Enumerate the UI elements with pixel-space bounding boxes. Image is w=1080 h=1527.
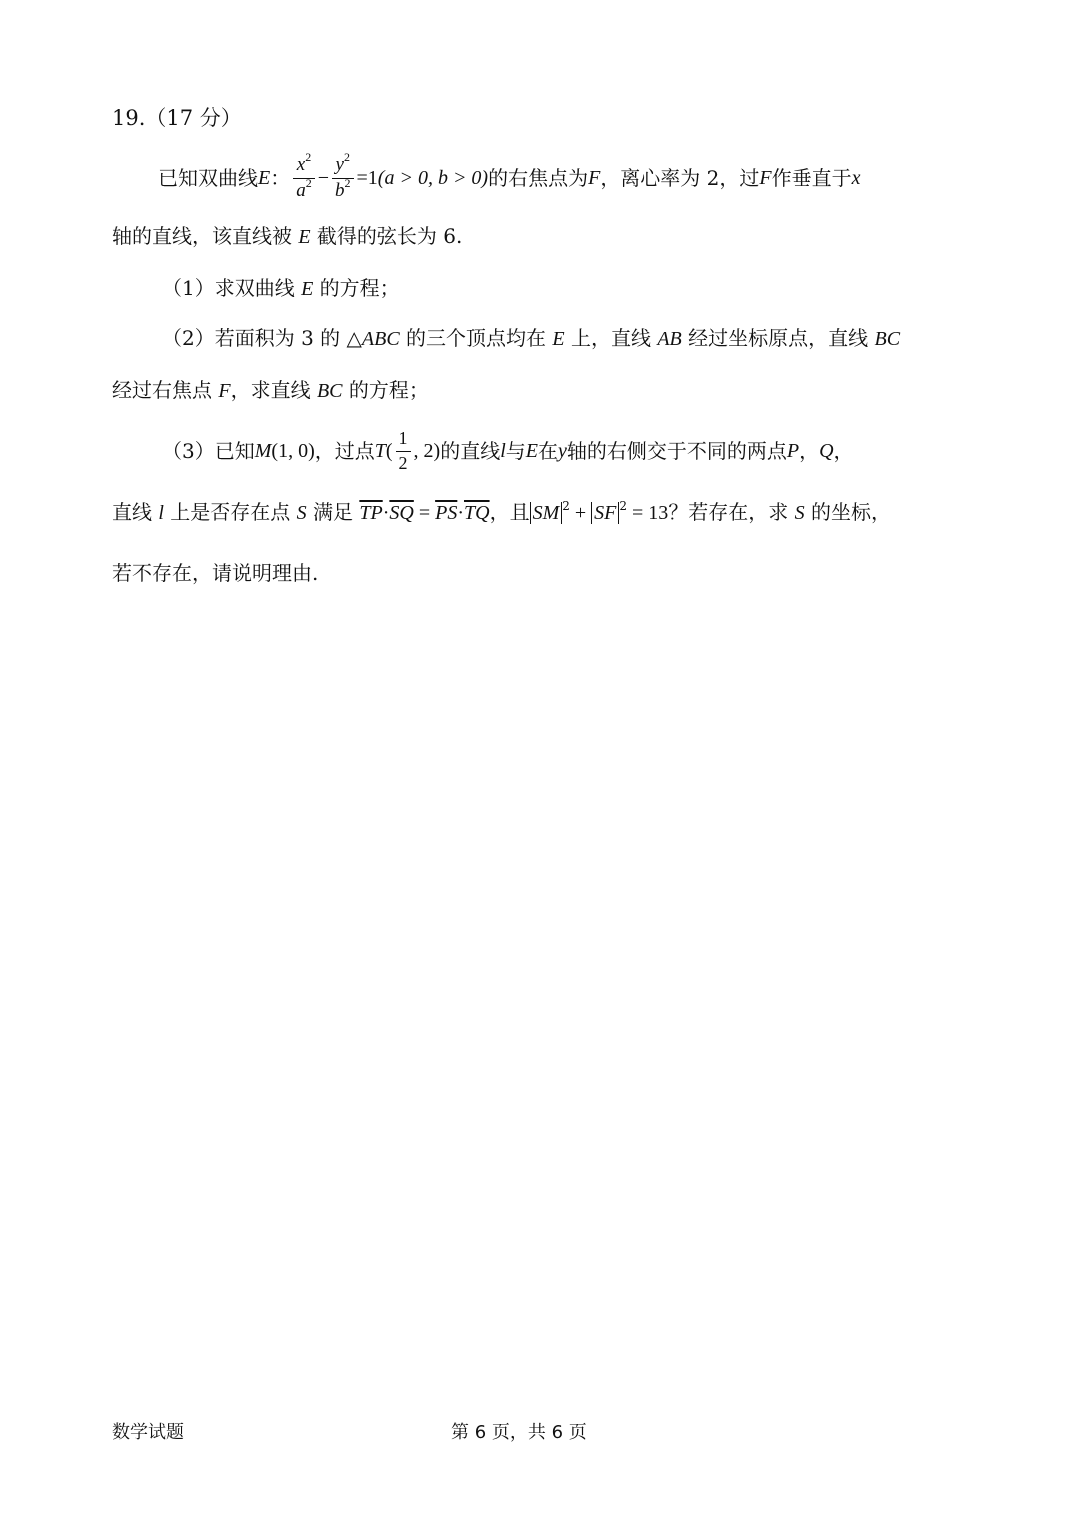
x-variable: x bbox=[851, 167, 861, 189]
curve-name: E bbox=[552, 328, 565, 350]
text: ，且 bbox=[489, 500, 530, 524]
curve-name: E bbox=[525, 440, 538, 462]
text: 的坐标， bbox=[804, 500, 892, 524]
point-s: S bbox=[296, 502, 307, 524]
text: 在 bbox=[537, 439, 558, 463]
condition: (a > 0, b > 0) bbox=[377, 167, 489, 189]
paren: ( bbox=[385, 440, 393, 462]
text: （1）求双曲线 bbox=[162, 276, 302, 300]
exponent: 2 bbox=[619, 499, 628, 513]
vector-sq: $\overline{SQ}$ bbox=[389, 502, 414, 524]
text: 已知双曲线 bbox=[158, 166, 258, 190]
text: ，过点 bbox=[314, 439, 375, 463]
vector-tp: $\overline{TP}$ bbox=[359, 502, 383, 524]
text: ， bbox=[833, 439, 854, 463]
focus-label: F bbox=[759, 167, 772, 189]
point-t-coordinates: , 2) bbox=[413, 440, 441, 462]
question-number: 19.（17 分） bbox=[112, 106, 242, 130]
text: ，离心率为 2，过 bbox=[600, 166, 760, 190]
text: 直线 bbox=[112, 500, 159, 524]
part-2-line-2 bbox=[112, 380, 429, 401]
text: 的直线 bbox=[440, 439, 501, 463]
y-variable: y bbox=[557, 440, 567, 462]
footer-page-info: 第 6 页，共 6 页 bbox=[451, 1422, 587, 1443]
equals-thirteen: = 13 bbox=[632, 502, 669, 524]
line-ab: AB bbox=[657, 328, 682, 350]
part-3-line-3: 若不存在，请说明理由. bbox=[112, 561, 319, 585]
text: 轴的右侧交于不同的两点 bbox=[566, 439, 787, 463]
point-t: T bbox=[374, 440, 386, 462]
text: 上是否存在点 bbox=[163, 500, 297, 524]
fraction-x2-over-a2: $\frac{x^2}{a^2}$ bbox=[293, 155, 315, 202]
part-3-line-2 bbox=[112, 499, 892, 524]
line-l: l bbox=[158, 502, 164, 524]
part-2-line-1 bbox=[162, 328, 900, 349]
text: 作垂直于 bbox=[771, 166, 852, 190]
fraction-y2-over-b2: $\frac{y^2}{b^2}$ bbox=[332, 155, 354, 202]
minus-sign: − bbox=[317, 167, 329, 189]
text: 的方程； bbox=[342, 378, 429, 402]
text: （3）已知 bbox=[162, 439, 255, 463]
text: 截得的弦长为 6. bbox=[310, 224, 463, 248]
point-s: S bbox=[794, 502, 805, 524]
vector-ps: $\overline{PS}$ bbox=[435, 502, 458, 524]
equals-one: =1 bbox=[356, 167, 378, 189]
fraction-one-half: $\frac{1}{2}$ bbox=[396, 429, 411, 474]
abs-sm: SM bbox=[530, 502, 563, 524]
equals-sign: = bbox=[418, 502, 431, 524]
exponent: 2 bbox=[562, 499, 570, 513]
text: 轴的直线，该直线被 bbox=[112, 224, 299, 248]
problem-statement-line-1 bbox=[158, 148, 861, 208]
dot-operator: · bbox=[457, 502, 464, 524]
text: ， bbox=[799, 439, 820, 463]
point-m: M bbox=[254, 440, 272, 462]
line-bc: BC bbox=[874, 328, 901, 350]
point-q: Q bbox=[819, 440, 834, 462]
text: （2）若面积为 3 的 △ bbox=[162, 326, 362, 350]
text: ？若存在，求 bbox=[668, 500, 795, 524]
dot-operator: · bbox=[382, 502, 390, 524]
focus-label: F bbox=[588, 167, 601, 189]
triangle-abc: ABC bbox=[361, 328, 400, 350]
line-l: l bbox=[500, 440, 506, 462]
text: 上，直线 bbox=[564, 326, 658, 350]
plus-sign: + bbox=[574, 502, 587, 524]
curve-name: E bbox=[298, 226, 311, 248]
text: ： bbox=[270, 166, 291, 190]
text: 的三个顶点均在 bbox=[399, 326, 553, 350]
part-3-line-1 bbox=[162, 426, 854, 476]
curve-name: E bbox=[301, 278, 314, 300]
part-1 bbox=[162, 278, 400, 299]
text: 经过右焦点 bbox=[112, 378, 219, 402]
abs-sf: SF bbox=[591, 502, 619, 524]
vector-tq: $\overline{TQ}$ bbox=[464, 502, 490, 524]
point-p: P bbox=[786, 440, 800, 462]
text: ，求直线 bbox=[230, 378, 317, 402]
text: 的方程； bbox=[313, 276, 400, 300]
text: 满足 bbox=[306, 500, 360, 524]
focus-label: F bbox=[218, 380, 231, 402]
text: 与 bbox=[505, 439, 526, 463]
problem-statement-line-2 bbox=[112, 226, 462, 247]
curve-name: E bbox=[258, 167, 271, 189]
point-m-coordinates: (1, 0) bbox=[271, 440, 315, 462]
text: 经过坐标原点，直线 bbox=[681, 326, 875, 350]
footer-subject: 数学试题 bbox=[112, 1422, 184, 1443]
text: 的右焦点为 bbox=[488, 166, 589, 190]
line-bc: BC bbox=[316, 380, 343, 402]
